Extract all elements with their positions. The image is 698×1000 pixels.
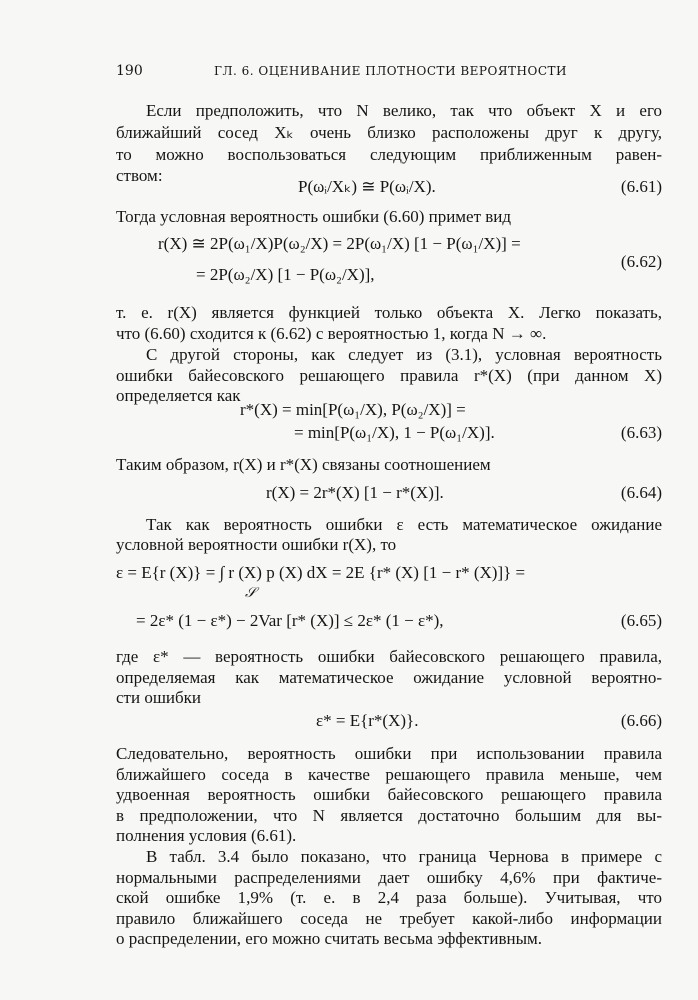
- text-line: ошибки байесовского решающего правила r*(X) (при данном X): [116, 366, 662, 385]
- text-line: ближайший сосед Xₖ очень близко расположены друг к другу,: [116, 123, 662, 142]
- integral-domain: 𝒮: [245, 586, 256, 601]
- page-header: [116, 63, 662, 83]
- text-line: т. е. r(X) является функцией только объекта X. Легко показать,: [116, 303, 662, 322]
- equation-6-61: P(ωᵢ/Xₖ) ≅ P(ωᵢ/X).: [298, 177, 436, 196]
- text-line: Если предположить, что N велико, так что объект X и его: [146, 101, 662, 120]
- text-line: ближайшего соседа в качестве решающего правила меньше, чем: [116, 765, 662, 784]
- equation-6-65-line-2: = 2ε* (1 − ε*) − 2Var [r* (X)] ≤ 2ε* (1 − ε*),: [136, 611, 444, 630]
- equation-6-63-line-2: = min[P(ω₁/X), 1 − P(ω₁/X)].: [294, 423, 495, 442]
- text-line: в предположении, что N является достаточно большим для вы-: [116, 806, 662, 825]
- equation-6-64: r(X) = 2r*(X) [1 − r*(X)].: [266, 483, 444, 502]
- running-title: ГЛ. 6. ОЦЕНИВАНИЕ ПЛОТНОСТИ ВЕРОЯТНОСТИ: [214, 64, 567, 78]
- equation-6-62-line-1: r(X) ≅ 2P(ω₁/X)P(ω₂/X) = 2P(ω₁/X) [1 − P(ω₁/X)] =: [158, 234, 521, 253]
- text-line: ской ошибке 1,9% (т. е. в 2,4 раза больше). Учитывая, что: [116, 888, 662, 907]
- equation-6-66: ε* = E{r*(X)}.: [316, 711, 419, 730]
- equation-6-65-line-1: ε = E{r (X)} = ∫ r (X) p (X) dX = 2E {r* (X) [1 − r* (X)]} =: [116, 563, 526, 582]
- equation-label: (6.63): [620, 423, 662, 442]
- equation-label: (6.61): [620, 177, 662, 196]
- text-line: определяется как: [116, 386, 241, 405]
- equation-label: (6.65): [620, 611, 662, 630]
- equation-label: (6.62): [620, 252, 662, 271]
- text-line: Следовательно, вероятность ошибки при использовании правила: [116, 744, 662, 763]
- equation-label: (6.66): [620, 711, 662, 730]
- equation-6-63-line-1: r*(X) = min[P(ω₁/X), P(ω₂/X)] =: [240, 400, 466, 419]
- text-line: определяемая как математическое ожидание условной вероятно-: [116, 668, 662, 687]
- text-line: условной вероятности ошибки r(X), то: [116, 535, 397, 554]
- text-line: С другой стороны, как следует из (3.1), условная вероятность: [146, 345, 662, 364]
- text-line: о распределении, его можно считать весьма эффективным.: [116, 929, 542, 948]
- text-line: полнения условия (6.61).: [116, 826, 297, 845]
- text-line: В табл. 3.4 было показано, что граница Чернова в примере с: [146, 847, 662, 866]
- text-line: Тогда условная вероятность ошибки (6.60) примет вид: [116, 207, 512, 226]
- text-line: ством:: [116, 166, 163, 185]
- equation-6-62-line-2: = 2P(ω₂/X) [1 − P(ω₂/X)],: [196, 265, 375, 284]
- text-line: Так как вероятность ошибки ε есть математическое ожидание: [146, 515, 662, 534]
- page-number: 190: [116, 63, 143, 79]
- text-line: удвоенная вероятность ошибки байесовского решающего правила: [116, 785, 662, 804]
- text-line: правило ближайшего соседа не требует какой-либо информации: [116, 909, 662, 928]
- text-line: нормальными распределениями дает ошибку 4,6% при фактиче-: [116, 868, 662, 887]
- text-line: что (6.60) сходится к (6.62) с вероятностью 1, когда N → ∞.: [116, 324, 547, 343]
- text-line: Таким образом, r(X) и r*(X) связаны соотношением: [116, 455, 491, 474]
- text-line: сти ошибки: [116, 688, 202, 707]
- text-line: то можно воспользоваться следующим приближенным равен-: [116, 145, 662, 164]
- text-line: где ε* — вероятность ошибки байесовского решающего правила,: [116, 647, 662, 666]
- equation-label: (6.64): [620, 483, 662, 502]
